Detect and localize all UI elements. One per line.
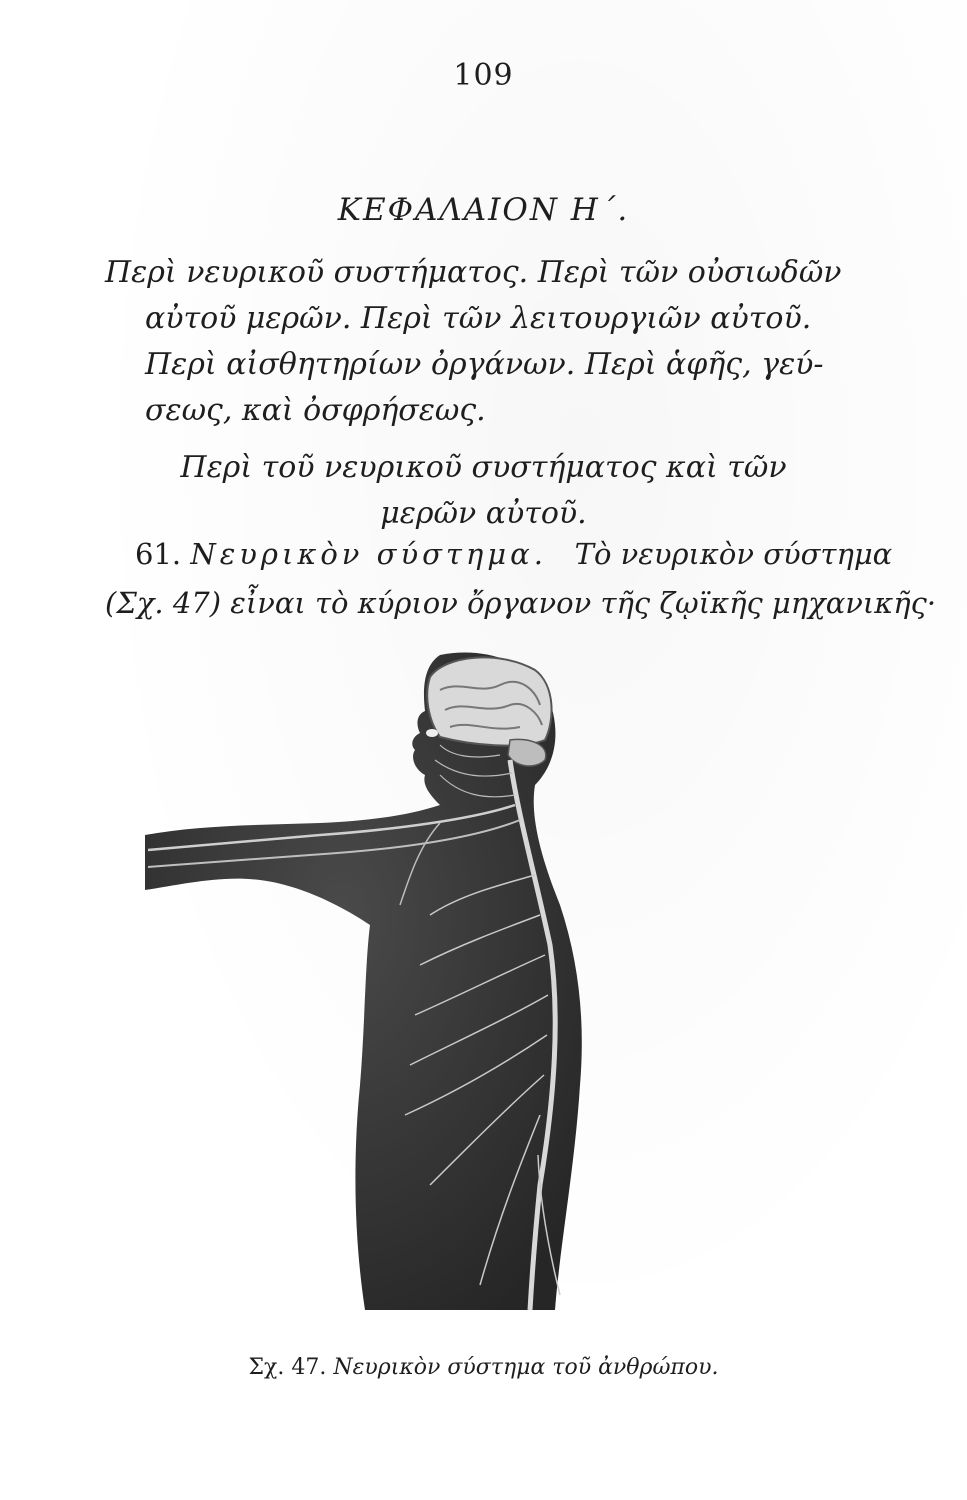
- summary-line: σεως, καὶ ὀσφρήσεως.: [145, 393, 486, 428]
- summary-line: Περὶ νευρικοῦ συστήματος. Περὶ τῶν οὐσιωδῶν: [105, 255, 842, 290]
- summary-line: Περὶ αἰσθητηρίων ὀργάνων. Περὶ ἁφῆς, γεύ-: [145, 347, 824, 382]
- paragraph-number: 61.: [135, 537, 182, 571]
- nervous-system-illustration-icon: [140, 645, 840, 1345]
- summary-line: αὐτοῦ μερῶν. Περὶ τῶν λειτουργιῶν αὐτοῦ.: [145, 301, 812, 336]
- paragraph-61: [105, 530, 937, 628]
- section-heading: [0, 445, 967, 537]
- caption-label: Σχ. 47.: [248, 1355, 327, 1380]
- heading-line: Περὶ τοῦ νευρικοῦ συστήματος καὶ τῶν: [180, 450, 787, 485]
- figure-caption: [0, 1355, 967, 1380]
- page-number: 109: [453, 58, 514, 93]
- heading-line: μερῶν αὐτοῦ.: [380, 496, 587, 531]
- caption-text: Νευρικὸν σύστημα τοῦ ἀνθρώπου.: [333, 1355, 719, 1380]
- paragraph-line: [105, 530, 893, 579]
- chapter-title: ΚΕΦΑΛΑΙΟΝ Η΄.: [337, 192, 630, 228]
- paragraph-term: Νευρικὸν σύστημα.: [190, 537, 547, 571]
- nervous-system-figure: [140, 645, 840, 1345]
- paragraph-line: (Σχ. 47) εἶναι τὸ κύριον ὄργανον τῆς ζῳϊκῆς μηχανικῆς·: [105, 586, 937, 620]
- paragraph-text: Τὸ νευρικὸν σύστημα: [574, 537, 893, 571]
- chapter-summary: [105, 250, 840, 434]
